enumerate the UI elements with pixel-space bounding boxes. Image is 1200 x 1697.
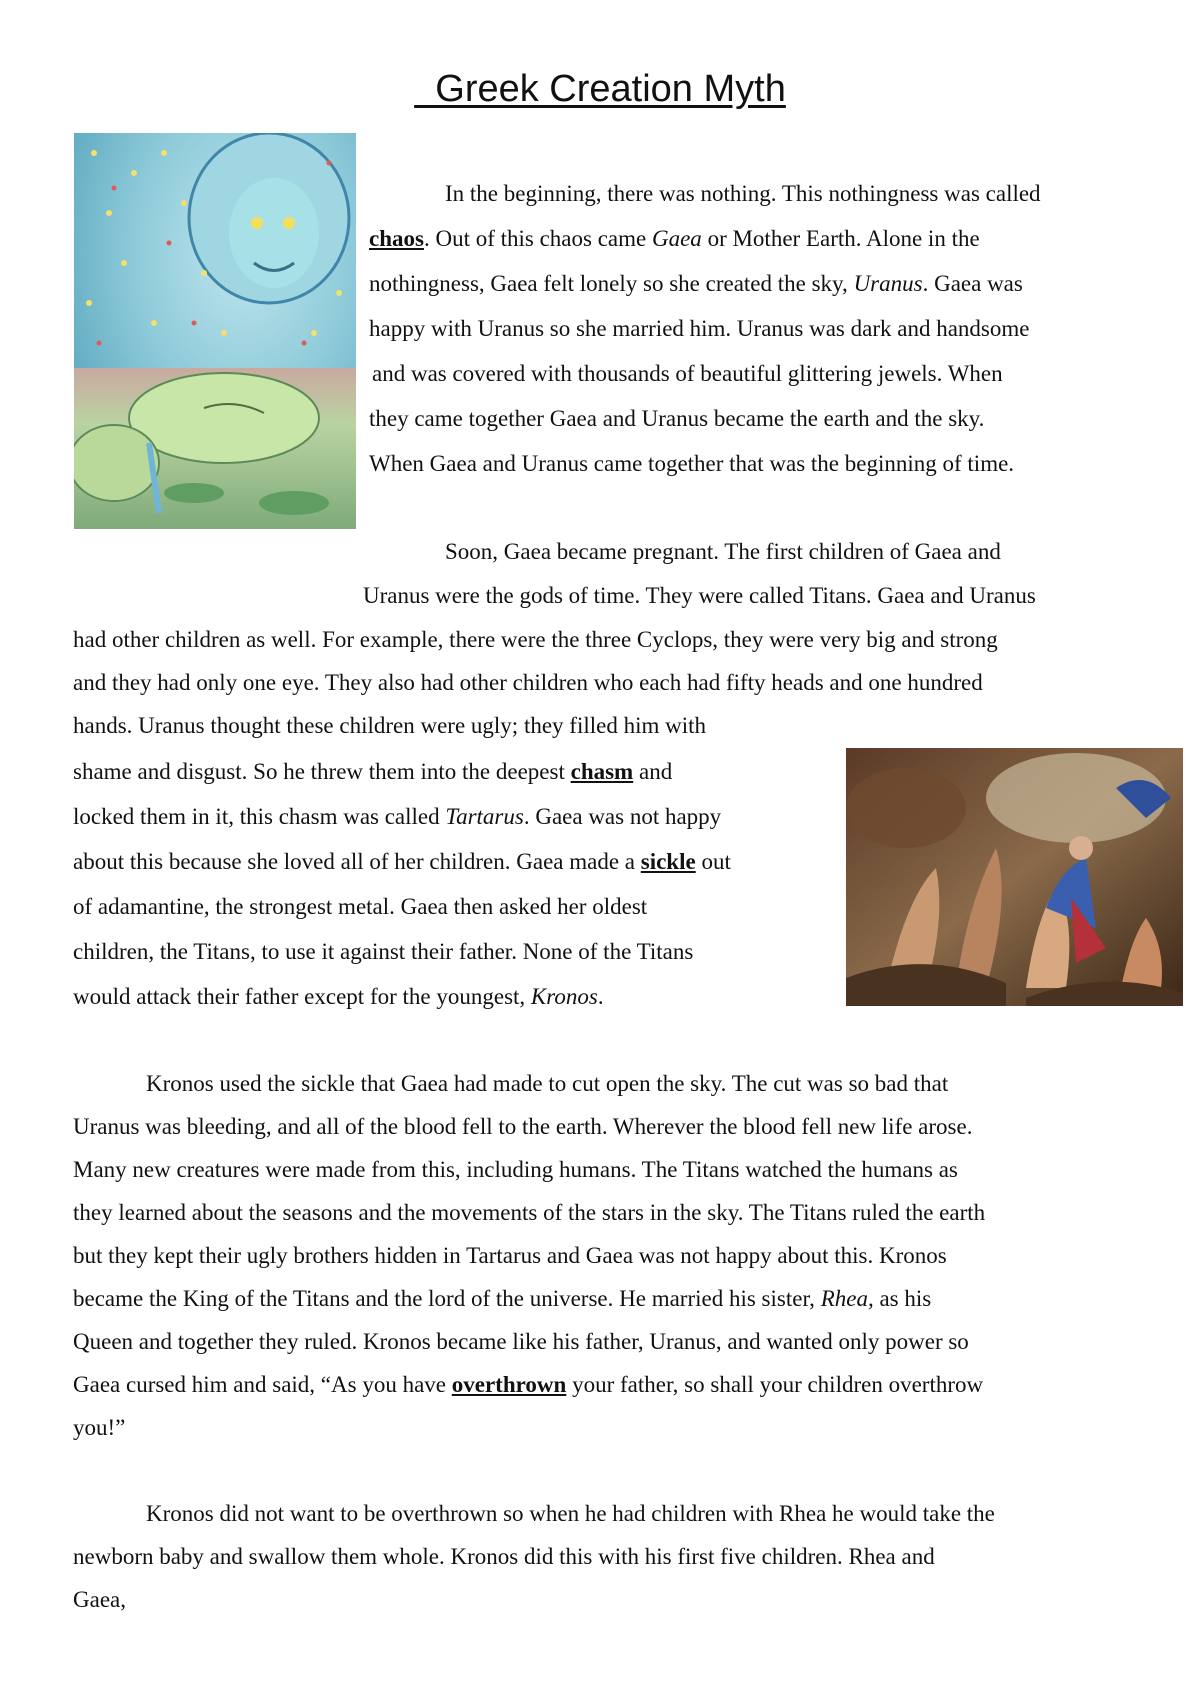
page-title: Greek Creation Myth bbox=[414, 68, 786, 110]
chaos-gaea-uranus-illustration bbox=[74, 133, 356, 529]
p2-line-4: and they had only one eye. They also had other children who each had fifty heads and one hundred bbox=[73, 670, 983, 695]
p1-line-6: they came together Gaea and Uranus became the earth and the sky. bbox=[369, 406, 985, 431]
p3-line-7: Queen and together they ruled. Kronos became like his father, Uranus, and wanted only power so bbox=[73, 1329, 969, 1354]
p2-line-6: shame and disgust. So he threw them into the deepest chasm and bbox=[73, 759, 673, 784]
p2-line-10: children, the Titans, to use it against their father. None of the Titans bbox=[73, 939, 694, 964]
p2-line-9: of adamantine, the strongest metal. Gaea then asked her oldest bbox=[73, 894, 648, 919]
p2-line-7: locked them in it, this chasm was called Tartarus. Gaea was not happy bbox=[73, 804, 722, 829]
p3-line-9: you!” bbox=[73, 1415, 126, 1440]
p1-line-5: and was covered with thousands of beautiful glittering jewels. When bbox=[372, 361, 1003, 386]
p1-line-2: chaos. Out of this chaos came Gaea or Mother Earth. Alone in the bbox=[369, 226, 980, 251]
p1-line-3: nothingness, Gaea felt lonely so she created the sky, Uranus. Gaea was bbox=[369, 271, 1023, 296]
p2-line-1: Soon, Gaea became pregnant. The first children of Gaea and bbox=[445, 539, 1001, 564]
p2-line-11: would attack their father except for the youngest, Kronos. bbox=[73, 984, 604, 1009]
p2-line-8: about this because she loved all of her children. Gaea made a sickle out bbox=[73, 849, 731, 874]
p3-line-6: became the King of the Titans and the lord of the universe. He married his sister, Rhea, as his bbox=[73, 1286, 932, 1311]
p3-line-2: Uranus was bleeding, and all of the blood fell to the earth. Wherever the blood fell new life arose. bbox=[73, 1114, 973, 1139]
p3-line-5: but they kept their ugly brothers hidden in Tartarus and Gaea was not happy about this. Kronos bbox=[73, 1243, 947, 1268]
p1-line-4: happy with Uranus so she married him. Uranus was dark and handsome bbox=[369, 316, 1030, 341]
titans-battle-painting bbox=[846, 748, 1183, 1006]
p4-line-2: newborn baby and swallow them whole. Kronos did this with his first five children. Rhea and bbox=[73, 1544, 935, 1569]
p3-line-3: Many new creatures were made from this, including humans. The Titans watched the humans as bbox=[73, 1157, 958, 1182]
p3-line-1: Kronos used the sickle that Gaea had made to cut open the sky. The cut was so bad that bbox=[146, 1071, 949, 1096]
p1-line-1: In the beginning, there was nothing. This nothingness was called bbox=[445, 181, 1041, 206]
p1-line-7: When Gaea and Uranus came together that was the beginning of time. bbox=[369, 451, 1015, 476]
p4-line-3: Gaea, bbox=[73, 1587, 126, 1612]
p2-line-3: had other children as well. For example, there were the three Cyclops, they were very big and strong bbox=[73, 627, 998, 652]
p4-line-1: Kronos did not want to be overthrown so when he had children with Rhea he would take the bbox=[146, 1501, 995, 1526]
p3-line-4: they learned about the seasons and the movements of the stars in the sky. The Titans ruled the earth bbox=[73, 1200, 986, 1225]
p3-line-8: Gaea cursed him and said, “As you have overthrown your father, so shall your children overthrow bbox=[73, 1372, 984, 1397]
p2-line-5: hands. Uranus thought these children were ugly; they filled him with bbox=[73, 713, 707, 738]
p2-line-2: Uranus were the gods of time. They were called Titans. Gaea and Uranus bbox=[363, 583, 1036, 608]
